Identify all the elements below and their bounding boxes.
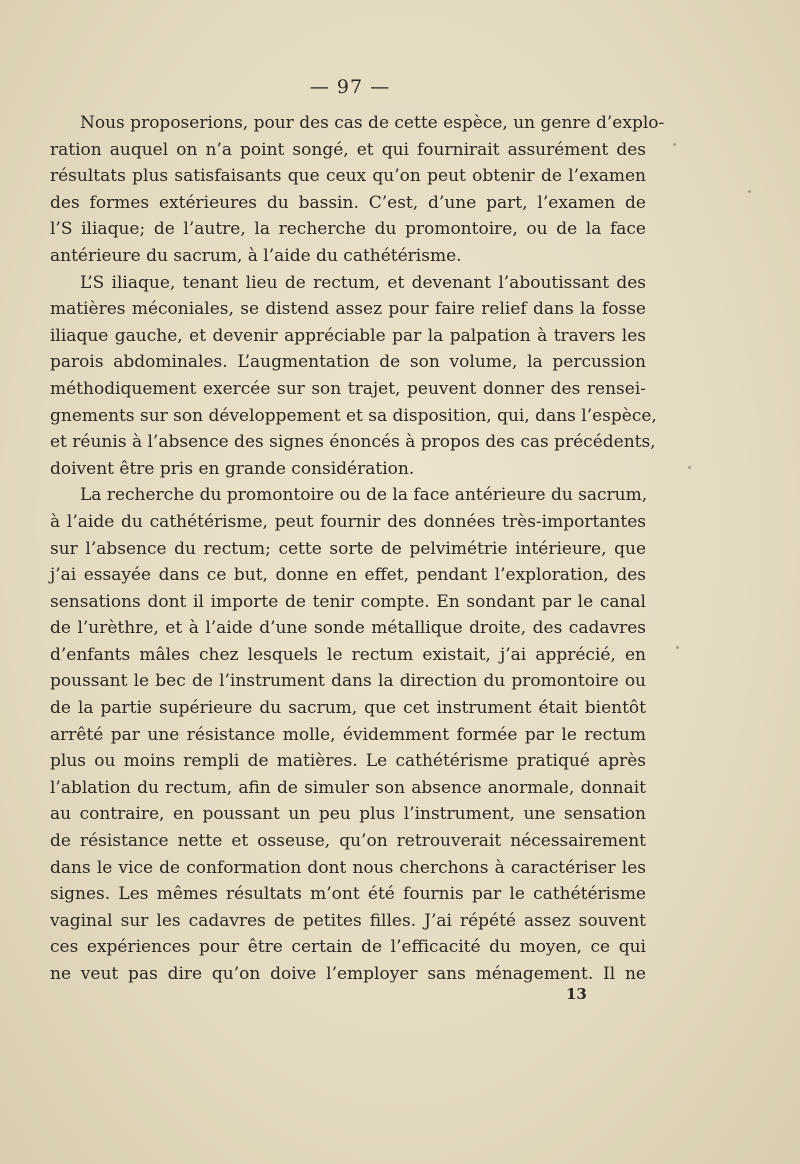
text-line: La recherche du promontoire ou de la face antérieure du sacrum,	[80, 485, 648, 506]
page-number: — 97 —	[309, 76, 391, 98]
paper-speck	[673, 143, 676, 146]
text-line: signes. Les mêmes résultats m’ont été fournis par le cathétérisme	[50, 884, 646, 905]
text-line: méthodiquement exercée sur son trajet, peuvent donner des rensei-	[50, 378, 646, 399]
paper-speck	[688, 466, 691, 469]
body-text	[50, 110, 665, 988]
text-line: ces expériences pour être certain de l’efficacité du moyen, ce qui	[50, 937, 646, 958]
text-line: de résistance nette et osseuse, qu’on retrouverait nécessairement	[50, 831, 646, 852]
text-line: dans le vice de conformation dont nous cherchons à caractériser les	[50, 857, 646, 878]
text-line: d’enfants mâles chez lesquels le rectum existait, j’ai apprécié, en	[50, 644, 646, 665]
text-line: plus ou moins rempli de matières. Le cathétérisme pratiqué après	[50, 751, 646, 772]
text-line: antérieure du sacrum, à l’aide du cathétérisme.	[50, 245, 462, 266]
text-line: au contraire, en poussant un peu plus l’instrument, une sensation	[50, 804, 646, 825]
text-line: sensations dont il importe de tenir compte. En sondant par le canal	[50, 591, 646, 612]
text-line: j’ai essayée dans ce but, donne en effet, pendant l’exploration, des	[50, 565, 646, 586]
text-line: L’S iliaque, tenant lieu de rectum, et devenant l’aboutissant des	[80, 272, 646, 293]
paper-speck	[676, 646, 679, 649]
text-line: et réunis à l’absence des signes énoncés à propos des cas précédents,	[50, 432, 656, 453]
text-line: iliaque gauche, et devenir appréciable par la palpation à travers les	[50, 325, 646, 346]
text-line: ration auquel on n’a point songé, et qui fournirait assurément des	[50, 139, 646, 160]
text-line: parois abdominales. L’augmentation de son volume, la percussion	[50, 352, 646, 373]
text-line: de l’urèthre, et à l’aide d’une sonde métallique droite, des cadavres	[50, 618, 646, 639]
text-line: vaginal sur les cadavres de petites filles. J’ai répété assez souvent	[50, 910, 646, 931]
text-line: des formes extérieures du bassin. C’est, d’une part, l’examen de	[50, 192, 646, 213]
signature-mark: 13	[566, 985, 587, 1003]
text-line: sur l’absence du rectum; cette sorte de pelvimétrie intérieure, que	[50, 538, 646, 559]
paper-speck	[748, 190, 751, 193]
text-line: résultats plus satisfaisants que ceux qu’on peut obtenir de l’examen	[50, 166, 646, 187]
text-line: arrêté par une résistance molle, évidemment formée par le rectum	[50, 724, 646, 745]
text-line: gnements sur son développement et sa disposition, qui, dans l’espèce,	[50, 405, 657, 426]
text-line: doivent être pris en grande considération.	[50, 458, 415, 479]
text-line: l’ablation du rectum, afin de simuler son absence anormale, donnait	[50, 777, 646, 798]
text-line: ne veut pas dire qu’on doive l’employer sans ménagement. Il ne	[50, 964, 646, 984]
text-line: matières méconiales, se distend assez pour faire relief dans la fosse	[50, 299, 646, 320]
text-line: à l’aide du cathétérisme, peut fournir des données très-importantes	[50, 511, 646, 532]
text-line: de la partie supérieure du sacrum, que cet instrument était bientôt	[50, 698, 646, 719]
text-line: Nous proposerions, pour des cas de cette espèce, un genre d’explo-	[80, 113, 665, 133]
text-line: poussant le bec de l’instrument dans la direction du promontoire ou	[50, 671, 646, 692]
text-line: l’S iliaque; de l’autre, la recherche du promontoire, ou de la face	[50, 219, 646, 240]
